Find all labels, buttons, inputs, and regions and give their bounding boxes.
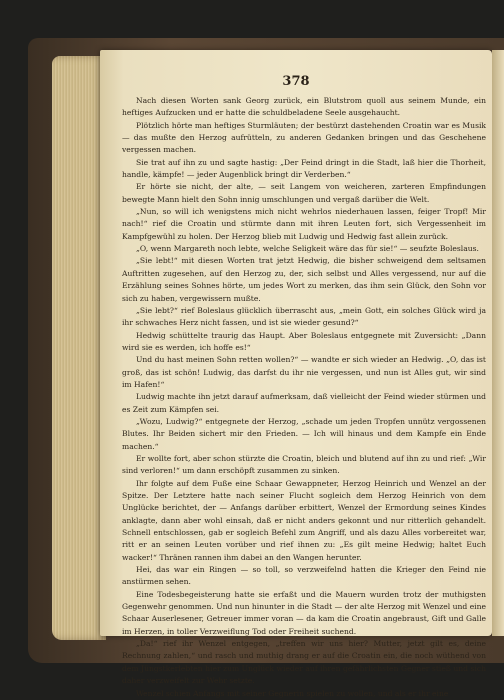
facing-page-edge (492, 50, 504, 636)
paragraph-9: Hedwig schüttelte traurig das Haupt. Aber Boleslaus entgegnete mit Zuversicht: „Dann wird sie es werden, ich hoffe es!“ (122, 330, 486, 352)
paragraph-3: Sie trat auf ihn zu und sagte hastig: „Der Feind dringt in die Stadt, laß hier die Thorheit, handle, kämpfe! — jeder Augenblick bringt dir Verderben.“ (122, 157, 486, 180)
bleed-through-text (290, 54, 480, 70)
paragraph-2: Plötzlich hörte man heftiges Sturmläuten; der bestürzt dastehenden Croatin war es Musik — das mußte den Herzog aufrütteln, zu anderen Gedanken bringen und das Geschehene vergessen machen. (122, 120, 486, 155)
paragraph-18: Wenzel schien Anfangs mit seiner Gegnerin spielen zu wollen, und als er ihr eine (136, 688, 449, 698)
paragraph-15: Hei, das war ein Ringen — so toll, so verzweifelnd hatten die Krieger den Feind nie anstürmen sehen. (122, 565, 486, 587)
paragraph-4: Er hörte sie nicht, der alte, — seit Langem von weicheren, zarteren Empfindungen bewegte Mann hielt den Sohn innig umschlungen und vergaß darüber die Welt. (122, 182, 486, 204)
paragraph-5: „Nun, so will ich wenigstens mich nicht wehrlos niederhauen lassen, feiger Tropf! Mir nach!“ rief die Croatin und stürmte dann mit ihren Leuten fort, sich Vergessenheit im Kampfgewühl zu holen. Der Herzog blieb mit Ludwig und Hedwig fast allein zurück. (122, 207, 486, 241)
paragraph-6: „O, wenn Margareth noch lebte, welche Seligkeit wäre das für sie!“ — seufzte Boleslaus. (136, 244, 479, 254)
paragraph-16: Eine Todesbegeisterung hatte sie erfaßt und die Mauern wurden trotz der muthigsten Gegenwehr genommen. Und nun hinunter in die Stadt — der alte Herzog mit Wenzel und eine Schaar Auserlesener, Getreuer immer voran — da kam die Croatin angebraust, Gift und Galle im Herzen, in toller Verzweiflung Tod oder Freiheit suchend. (122, 589, 486, 636)
paragraph-8: „Sie lebt?“ rief Boleslaus glücklich überrascht aus, „mein Gott, ein solches Glück wird ja ihr schwaches Herz nicht fassen, und ist sie wieder gesund?“ (122, 305, 486, 328)
paragraph-11: Ludwig machte ihn jetzt darauf aufmerksam, daß vielleicht der Feind wieder stürmen und es Zeit zum Kämpfen sei. (122, 392, 486, 414)
paragraph-17: „Da!“ rief ihr Wenzel entgegen, „treffen wir uns hier? Mutter, jetzt gilt es, deine Rechnung zahlen,“ und rasch und muthig drang er auf die Croatin ein, die noch wüthend von dem Jüngstkerlebten hier zum Unglück wieder auf ihren gefährlichsten Gegner stieß und sich daher verzweifelt zur Wehr setzte. (122, 639, 486, 686)
page-number: 378 (282, 74, 310, 89)
paragraph-13: Er wollte fort, aber schon stürzte die Croatin, bleich und blutend auf ihn zu und rief: „Wir sind verloren!“ um dann erschöpft zusammen zu sinken. (122, 453, 486, 476)
paragraph-14: Ihr folgte auf dem Fuße eine Schaar Gewappneter, Herzog Heinrich und Wenzel an der Spitze. Der Letztere hatte nach seiner Flucht sogleich dem Herzog Heinrich von dem Unglücke berichtet, der — Anfangs darüber erbittert, Wenzel der Ermordung seines Kindes anklagte, dann aber wohl einsah, daß er nicht anders gekonnt und nur ritterlich gehandelt. Schnell entschlossen, gab er sogleich Befehl zum Angriff, und als dazu Alles vorbereitet war, ritt er an seinen Leuten vorüber und rief ihnen zu: „Es gilt meine Hedwig; haltet Euch wacker!“ Thränen rannen ihm dabei an den Wangen herunter. (122, 478, 486, 562)
book-page (100, 50, 492, 698)
paragraph-7: „Sie lebt!“ mit diesen Worten trat jetzt Hedwig, die bisher schweigend dem seltsamen Auftritten zugesehen, auf den Herzog zu, der, sich selbst und Alles vergessend, nur auf die Erzählung seines Sohnes hörte, um jedes Wort zu merken, das ihm sein Glück, den Sohn vor sich zu haben, vergewissern mußte. (122, 256, 486, 303)
paragraph-12: „Wozu, Ludwig?“ entgegnete der Herzog, „schade um jeden Tropfen unnütz vergossenen Blutes. Ihr Beiden sichert mir den Frieden. — Ich will hinaus und dem Kampfe ein Ende machen.“ (122, 416, 486, 451)
paragraph-1: Nach diesen Worten sank Georg zurück, ein Blutstrom quoll aus seinem Munde, ein heftiges Aufzucken und er hatte die schuldbeladene Seele ausgehaucht. (122, 96, 486, 118)
page-body-text (122, 95, 486, 700)
paragraph-10: Und du hast meinen Sohn retten wollen?“ — wandte er sich wieder an Hedwig. „O, das ist groß, das ist schön! Ludwig, das darfst du ihr nie vergessen, und nun ist Alles gut, wir sind im Hafen!“ (122, 355, 486, 389)
page-edges (52, 56, 106, 640)
